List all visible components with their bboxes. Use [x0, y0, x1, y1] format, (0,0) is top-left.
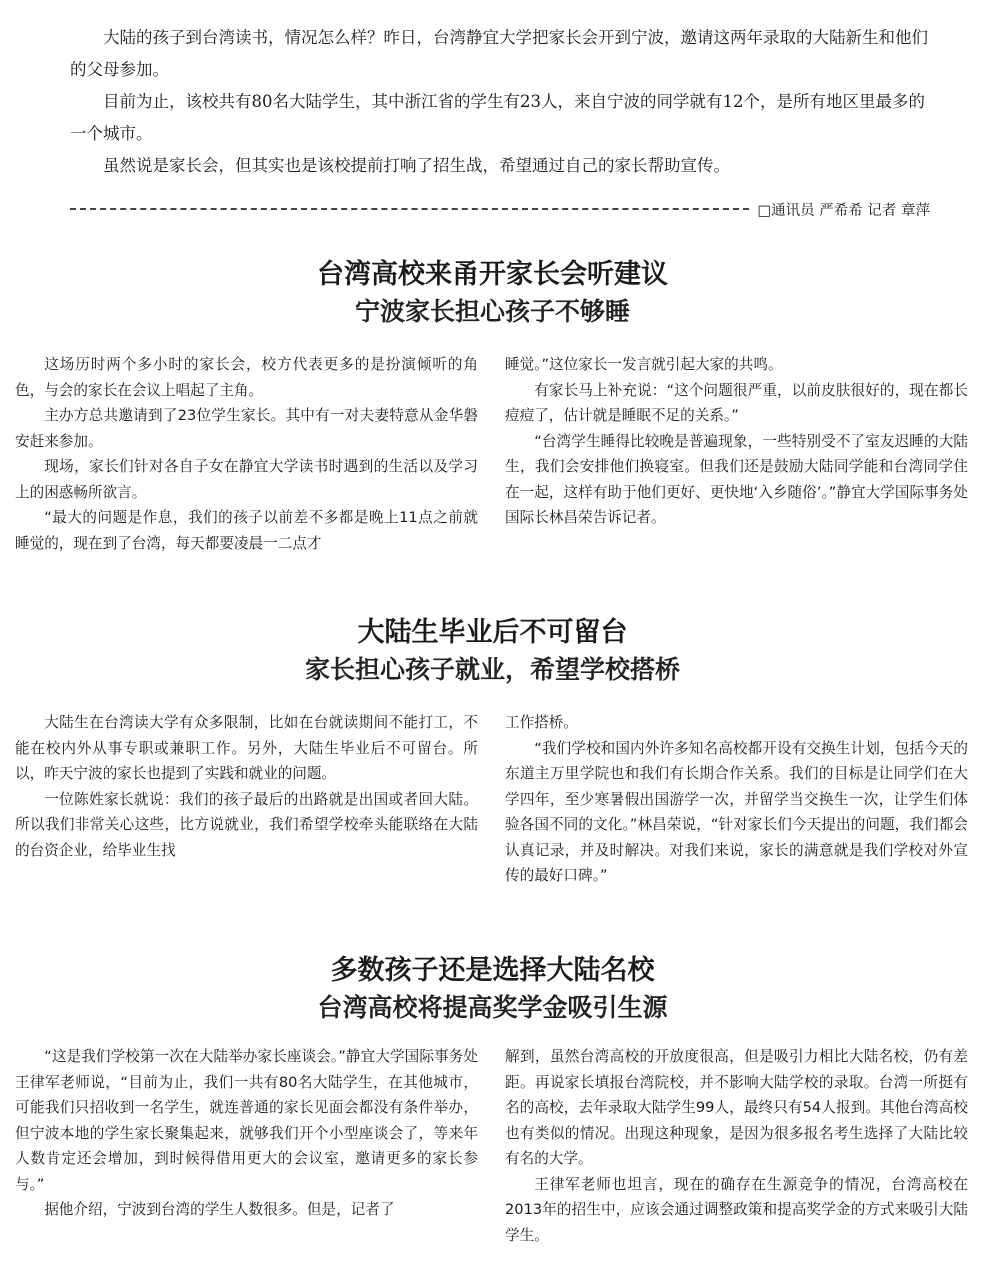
column-left — [15, 710, 478, 863]
body-paragraph: “这是我们学校第一次在大陆举办家长座谈会。”静宜大学国际事务处王律军老师说，“目前为止，我们一共有80名大陆学生，在其他城市，可能我们只招收到一名学生，就连普通的家长见面会都没有条件举办，但宁波本地的学生家长聚集起来，就够我们开个小型座谈会了，等来年人数肯定还会增加，到时候得借用更大的会议室，邀请更多的家长参与。” — [15, 1048, 478, 1193]
column-left — [15, 352, 478, 556]
byline-row — [70, 196, 930, 222]
section-title: 多数孩子还是选择大陆名校 — [330, 955, 655, 986]
body-paragraph-continued: 解到，虽然台湾高校的开放度很高，但是吸引力相比大陆名校，仍有差距。再说家长填报台湾院校，并不影响大陆学校的录取。台湾一所挺有名的高校，去年录取大陆学生99人，最终只有54人报到。其他台湾高校也有类似的情况。出现这种现象，是因为很多报名考生选择了大陆比较有名的大学。 — [505, 1048, 968, 1167]
body-paragraph: 王律军老师也坦言，现在的确存在生源竞争的情况，台湾高校在2013年的招生中，应该会通过调整政策和提高奖学金的方式来吸引大陆学生。 — [505, 1175, 968, 1244]
section-scholarship — [15, 952, 970, 1244]
body-paragraph: 主办方总共邀请到了23位学生家长。其中有一对夫妻特意从金华磐安赶来参加。 — [15, 407, 478, 450]
body-paragraph: “我们学校和国内外许多知名高校都开设有交换生计划，包括今天的东道主万里学院也和我们有长期合作关系。我们的目标是让同学们在大学四年，至少寒暑假出国游学一次，并留学当交换生一次，让学生们体验各国不同的文化。”林昌荣说，“针对家长们今天提出的问题，我们都会认真记录，并及时解决。对我们来说，家长的满意就是我们学校对外宣传的最好口碑。” — [505, 739, 968, 884]
body-paragraph: 有家长马上补充说：“这个问题很严重，以前皮肤很好的，现在都长痘痘了，估计就是睡眠不足的关系。” — [505, 381, 968, 424]
body-paragraph: 一位陈姓家长就说：我们的孩子最后的出路就是出国或者回大陆。所以我们非常关心这些，比方说就业，我们希望学校牵头能联络在大陆的台资企业，给毕业生找 — [15, 790, 478, 859]
body-paragraph: 这场历时两个多小时的家长会，校方代表更多的是扮演倾听的角色，与会的家长在会议上唱起了主角。 — [15, 356, 478, 399]
section-title: 台湾高校来甬开家长会听建议 — [317, 259, 668, 290]
lead-paragraph: 虽然说是家长会，但其实也是该校提前打响了招生战，希望通过自己的家长帮助宣传。 — [103, 156, 730, 175]
lead-paragraph: 大陆的孩子到台湾读书，情况怎么样？昨日，台湾静宜大学把家长会开到宁波，邀请这两年录取的大陆新生和他们的父母参加。 — [70, 28, 928, 79]
byline: □通讯员 严希希 记者 章萍 — [757, 202, 930, 219]
body-paragraph-continued: 工作搭桥。 — [505, 714, 578, 731]
body-paragraph: “最大的问题是作息，我们的孩子以前差不多都是晚上11点之前就睡觉的，现在到了台湾，每天都要凌晨一二点才 — [15, 509, 478, 552]
column-right — [505, 1044, 968, 1248]
column-right — [505, 352, 968, 531]
body-paragraph: 现场，家长们针对各自子女在静宜大学读书时遇到的生活以及学习上的困惑畅所欲言。 — [15, 458, 478, 501]
section-subtitle: 台湾高校将提高奖学金吸引生源 — [317, 993, 668, 1022]
lead-intro — [70, 22, 930, 182]
section-sleep — [15, 256, 970, 552]
lead-paragraph: 目前为止，该校共有80名大陆学生，其中浙江省的学生有23人，来自宁波的同学就有12个，是所有地区里最多的一个城市。 — [70, 92, 925, 143]
body-paragraph: 大陆生在台湾读大学有众多限制，比如在台就读期间不能打工，不能在校内外从事专职或兼职工作。另外，大陆生毕业后不可留台。所以，昨天宁波的家长也提到了实践和就业的问题。 — [15, 714, 478, 782]
dashed-divider — [70, 208, 749, 210]
section-employment — [15, 614, 970, 884]
section-subtitle: 家长担心孩子就业，希望学校搭桥 — [304, 655, 680, 684]
column-right — [505, 710, 968, 889]
column-left — [15, 1044, 478, 1223]
body-paragraph: 据他介绍，宁波到台湾的学生人数很多。但是，记者了 — [44, 1201, 395, 1218]
section-title: 大陆生毕业后不可留台 — [357, 617, 628, 648]
section-subtitle: 宁波家长担心孩子不够睡 — [354, 297, 630, 326]
body-paragraph: “台湾学生睡得比较晚是普遍现象，一些特别受不了室友迟睡的大陆生，我们会安排他们换寝室。但我们还是鼓励大陆同学能和台湾同学住在一起，这样有助于他们更好、更快地‘入乡随俗’。”静宜大学国际事务处国际长林昌荣告诉记者。 — [505, 432, 968, 526]
body-paragraph-continued: 睡觉。”这位家长一发言就引起大家的共鸣。 — [505, 356, 783, 373]
